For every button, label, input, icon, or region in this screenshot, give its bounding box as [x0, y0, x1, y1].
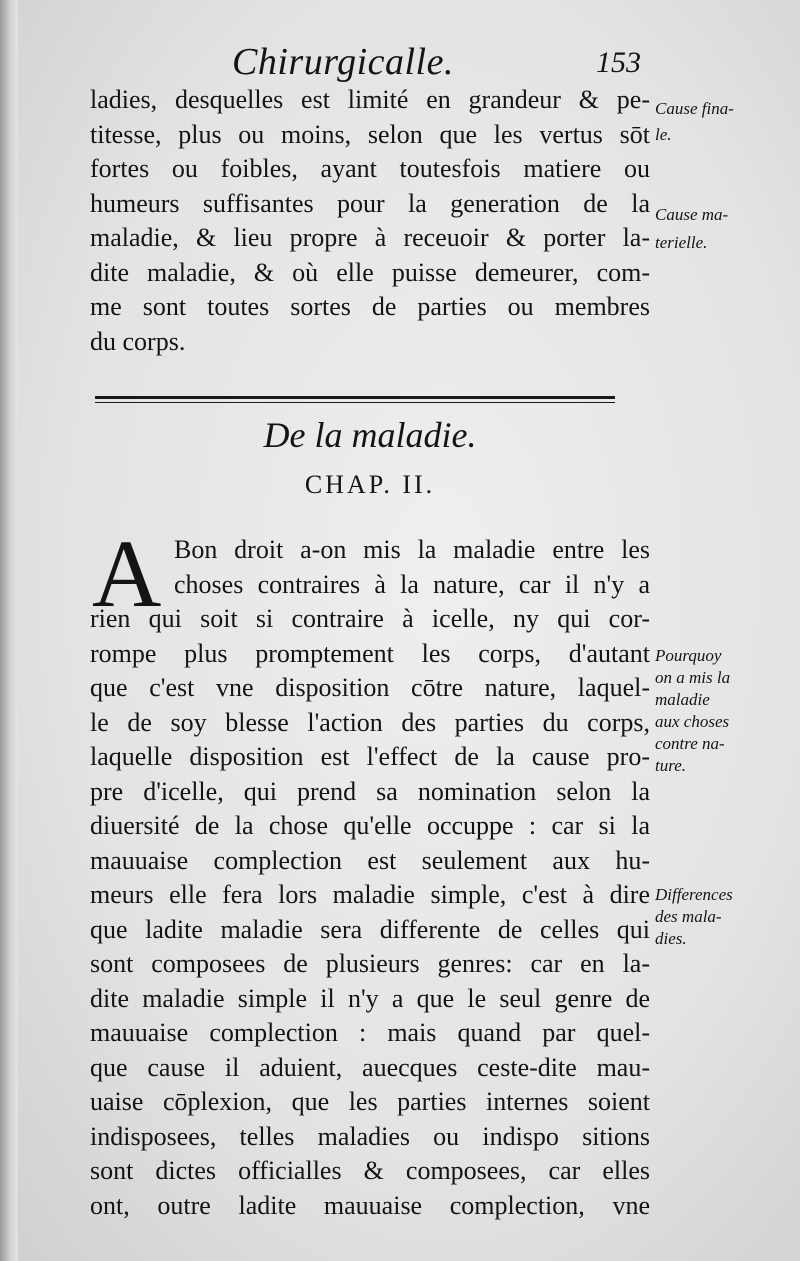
page-spine-shadow — [0, 0, 18, 1261]
text-line: diuersité de la chose qu'elle occuppe : car si la — [90, 811, 650, 840]
text-line: ladies, desquelles est limité en grandeur & pe- — [90, 85, 650, 114]
text-line: dite maladie simple il n'y a que le seul genre de — [90, 983, 650, 1013]
text-line: choses contraires à la nature, car il n'y a — [174, 569, 650, 599]
page-number: 153 — [596, 46, 641, 79]
text-line: mauuaise complection est seulement aux hu- — [90, 845, 650, 875]
text-line: dite maladie, & où elle puisse demeurer, com- — [90, 257, 650, 287]
text-line: pre d'icelle, qui prend sa nomination selon la — [90, 776, 650, 806]
chapter-heading: CHAP. II. — [304, 470, 436, 499]
margin-note-line: on a mis la — [655, 668, 731, 687]
text-line: sont dictes officialles & composees, car elles — [90, 1156, 650, 1185]
text-line: le de soy blesse l'action des parties du corps, — [90, 707, 650, 737]
text-line: maladie, & lieu propre à receuoir & porter la- — [90, 223, 650, 252]
margin-note-differences — [655, 884, 795, 950]
margin-note-line: Cause fina- — [655, 99, 734, 118]
margin-note-line: Pourquoy — [655, 646, 722, 665]
section-title: De la maladie. — [263, 415, 477, 455]
text-line: me sont toutes sortes de parties ou membres — [90, 292, 650, 321]
text-line: que cause il aduient, auecques ceste-dite mau- — [90, 1052, 650, 1082]
margin-note-cause-finale — [655, 98, 795, 146]
margin-note-cause-materielle — [655, 204, 795, 254]
text-line: indisposees, telles maladies ou indispo sitions — [90, 1121, 650, 1151]
text-line: fortes ou foibles, ayant toutesfois matiere ou — [90, 154, 650, 183]
drop-cap: A — [92, 520, 162, 627]
text-line: du corps. — [90, 326, 186, 356]
margin-note-line: aux choses — [655, 712, 730, 731]
text-line: que ladite maladie sera differente de celles qui — [90, 914, 650, 944]
margin-note-line: maladie — [655, 690, 710, 709]
text-line: rien qui soit si contraire à icelle, ny qui cor- — [90, 604, 650, 633]
text-line: meurs elle fera lors maladie simple, c'est à dire — [90, 880, 650, 909]
margin-note-line: contre na- — [655, 734, 725, 753]
margin-note-line: terielle. — [655, 233, 708, 252]
margin-note-line: le. — [655, 125, 672, 144]
margin-note-line: des mala- — [655, 907, 722, 926]
text-line: humeurs suffisantes pour la generation de la — [90, 188, 650, 218]
body-paragraph — [90, 533, 650, 1223]
margin-note-line: Differences — [655, 885, 733, 904]
top-paragraph — [90, 83, 650, 359]
text-line: rompe plus promptement les corps, d'autant — [90, 638, 650, 668]
section-divider — [95, 396, 615, 403]
margin-note-line: dies. — [655, 929, 687, 948]
text-line: ont, outre ladite mauuaise complection, vne — [90, 1190, 650, 1220]
text-line: laquelle disposition est l'effect de la cause pro- — [90, 742, 650, 771]
text-line: que c'est vne disposition cōtre nature, laquel- — [90, 673, 650, 702]
margin-note-line: ture. — [655, 756, 687, 775]
text-line: uaise cōplexion, que les parties internes soient — [90, 1087, 650, 1116]
running-title: Chirurgicalle. — [232, 41, 454, 83]
text-line: mauuaise complection : mais quand par quel- — [90, 1018, 650, 1047]
text-line: sont composees de plusieurs genres: car en la- — [90, 949, 650, 978]
text-line: titesse, plus ou moins, selon que les vertus sōt — [90, 119, 650, 149]
margin-note-pourquoy — [655, 645, 795, 777]
margin-note-line: Cause ma- — [655, 205, 729, 224]
text-line: Bon droit a-on mis la maladie entre les — [174, 535, 650, 564]
